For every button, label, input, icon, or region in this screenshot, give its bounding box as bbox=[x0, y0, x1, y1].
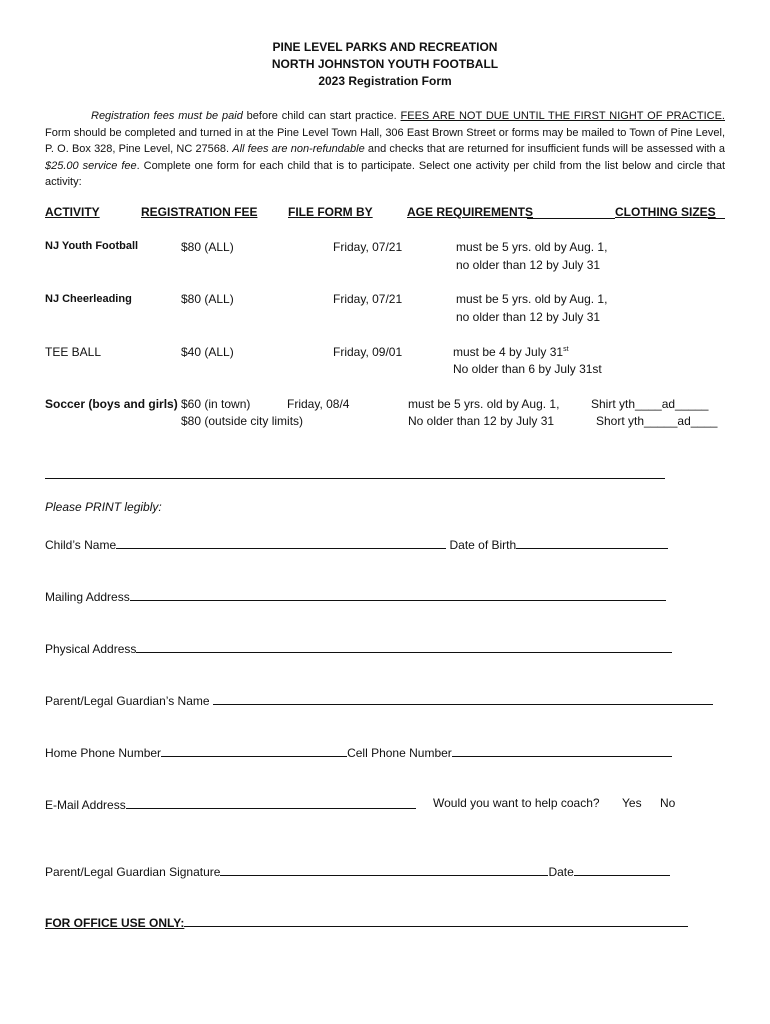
office-use-line bbox=[184, 914, 688, 927]
mailing-address-row bbox=[45, 588, 666, 604]
physical-address-label: Physical Address bbox=[45, 642, 137, 656]
form-title: 2023 Registration Form bbox=[318, 74, 452, 88]
fee-football: $80 (ALL) bbox=[181, 240, 234, 254]
age-cheerleading-2: no older than 12 by July 31 bbox=[456, 310, 601, 324]
age-tee-ball-1-sup: st bbox=[563, 346, 569, 353]
date-soccer: Friday, 08/4 bbox=[287, 397, 350, 411]
home-phone-field[interactable] bbox=[161, 744, 347, 757]
age-football-1: must be 5 yrs. old by Aug. 1, bbox=[456, 240, 608, 254]
short-size-field[interactable]: Short yth_____ad____ bbox=[596, 414, 718, 428]
program-title: NORTH JOHNSTON YOUTH FOOTBALL bbox=[271, 57, 499, 71]
email-field[interactable] bbox=[126, 796, 416, 809]
age-tee-ball-1-text: must be 4 by July 31 bbox=[453, 345, 564, 359]
activity-cheerleading[interactable]: NJ Cheerleading bbox=[45, 293, 132, 305]
signature-label: Parent/Legal Guardian Signature bbox=[45, 865, 221, 879]
date-label: Date bbox=[548, 865, 574, 879]
age-tee-ball-2: No older than 6 by July 31st bbox=[453, 362, 602, 376]
coach-question: Would you want to help coach? bbox=[433, 796, 600, 810]
office-use-label: FOR OFFICE USE ONLY: bbox=[45, 916, 185, 930]
physical-address-row bbox=[45, 640, 672, 656]
home-phone-label: Home Phone Number bbox=[45, 746, 162, 760]
header-file-form-by: FILE FORM BY bbox=[288, 205, 373, 219]
shirt-size-field[interactable]: Shirt yth____ad_____ bbox=[591, 397, 709, 411]
header-underline-end bbox=[708, 218, 725, 219]
guardian-name-label: Parent/Legal Guardian’s Name bbox=[45, 694, 213, 708]
email-row bbox=[45, 796, 416, 812]
mailing-address-field[interactable] bbox=[130, 588, 666, 601]
age-soccer-1: must be 5 yrs. old by Aug. 1, bbox=[408, 397, 560, 411]
activity-tee-ball[interactable]: TEE BALL bbox=[45, 345, 102, 359]
print-legibly-note: Please PRINT legibly: bbox=[45, 500, 162, 514]
child-name-field[interactable] bbox=[116, 536, 446, 549]
cell-phone-field[interactable] bbox=[452, 744, 672, 757]
header-clothing-sizes: CLOTHING SIZES bbox=[615, 205, 716, 219]
physical-address-field[interactable] bbox=[136, 640, 672, 653]
age-soccer-2: No older than 12 by July 31 bbox=[408, 414, 555, 428]
non-refundable-note: All fees are non-refundable bbox=[232, 143, 365, 155]
date-cheerleading: Friday, 07/21 bbox=[333, 292, 403, 306]
fee-note: Registration fees must be paid bbox=[91, 110, 243, 122]
cell-phone-label: Cell Phone Number bbox=[347, 746, 452, 760]
signature-row bbox=[45, 863, 670, 879]
office-use-row bbox=[45, 914, 688, 930]
service-fee-note: $25.00 service fee bbox=[45, 159, 137, 172]
header-registration-fee: REGISTRATION FEE bbox=[141, 205, 258, 219]
phone-row bbox=[45, 744, 672, 760]
child-name-row bbox=[45, 536, 668, 552]
email-label: E-Mail Address bbox=[45, 798, 126, 812]
intro-text-1: before child can start practice. bbox=[242, 110, 401, 122]
header-age-requirements: AGE REQUIREMENTS bbox=[407, 205, 534, 219]
fee-cheerleading: $80 (ALL) bbox=[181, 292, 234, 306]
fee-tee-ball: $40 (ALL) bbox=[181, 345, 234, 359]
guardian-name-row bbox=[45, 692, 713, 708]
header-underline-gap bbox=[527, 218, 615, 219]
age-football-2: no older than 12 by July 31 bbox=[456, 258, 601, 272]
org-title: PINE LEVEL PARKS AND RECREATION bbox=[272, 40, 498, 54]
activity-soccer[interactable]: Soccer (boys and girls) bbox=[45, 397, 178, 411]
intro-text-2: Form should be completed and turned in at the Pine Level Town Hall, 306 East Brown Street or forms may be mailed to Town of Pine Level, P. O. Box 328, Pine Level, NC 27568. bbox=[45, 126, 725, 155]
intro-paragraph bbox=[45, 108, 725, 191]
coach-yes-option[interactable]: Yes bbox=[622, 796, 642, 810]
child-name-label: Child’s Name bbox=[45, 538, 117, 552]
fees-due-note: FEES ARE NOT DUE UNTIL THE FIRST NIGHT OF PRACTICE. bbox=[400, 110, 725, 122]
age-cheerleading-1: must be 5 yrs. old by Aug. 1, bbox=[456, 292, 608, 306]
header-activity: ACTIVITY bbox=[45, 205, 100, 219]
fee-soccer-in-town: $60 (in town) bbox=[181, 397, 251, 411]
dob-field[interactable] bbox=[516, 536, 668, 549]
mailing-address-label: Mailing Address bbox=[45, 590, 130, 604]
dob-label: Date of Birth bbox=[446, 538, 517, 552]
date-football: Friday, 07/21 bbox=[333, 240, 403, 254]
date-field[interactable] bbox=[574, 863, 670, 876]
fee-soccer-outside: $80 (outside city limits) bbox=[181, 414, 304, 428]
intro-text-4: . Complete one form for each child that is to participate. Select one activity per child from the list below and circle that activity: bbox=[45, 159, 726, 188]
signature-field[interactable] bbox=[220, 863, 548, 876]
age-tee-ball-1 bbox=[453, 345, 569, 359]
intro-text-3: and checks that are returned for insufficient funds will be assessed with a bbox=[364, 143, 725, 155]
guardian-name-field[interactable] bbox=[213, 692, 713, 705]
activity-football[interactable]: NJ Youth Football bbox=[45, 240, 139, 252]
coach-no-option[interactable]: No bbox=[660, 796, 676, 810]
section-divider bbox=[45, 478, 665, 479]
date-tee-ball: Friday, 09/01 bbox=[333, 345, 403, 359]
